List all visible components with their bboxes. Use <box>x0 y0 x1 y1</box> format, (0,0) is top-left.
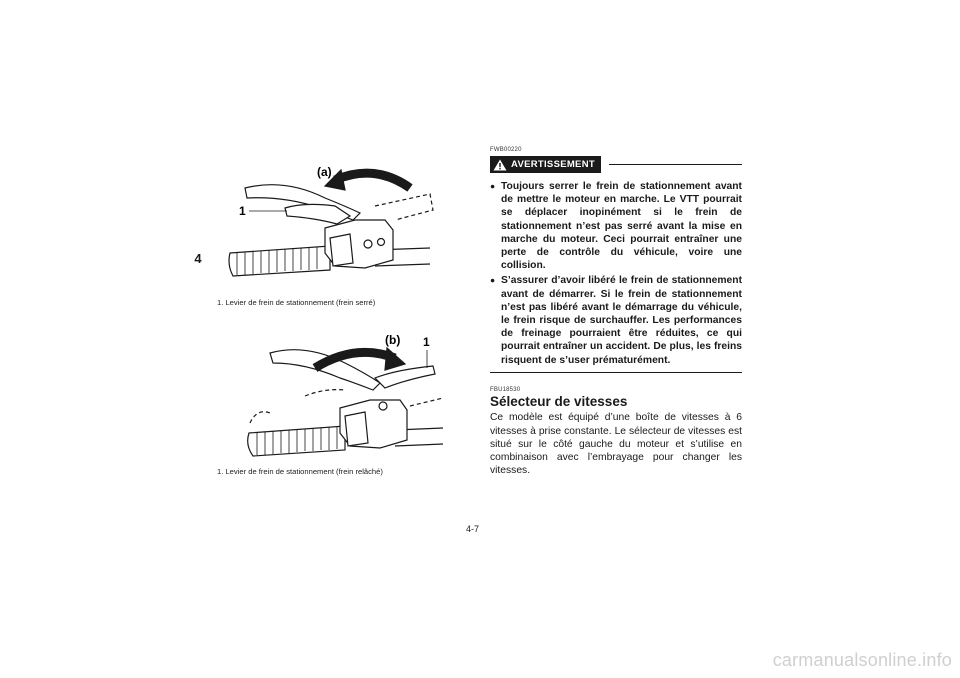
watermark: carmanualsonline.info <box>772 650 952 670</box>
bullet-icon: ● <box>490 181 496 191</box>
warning-item: ● S’assurer d’avoir libéré le frein de stationnement avant de démarrer. Si le frein de stationnement n’est pas libéré avant le démarrage du véhicule, le frein risque de surchauffer. Les performances de freinage pourraient être réduites, ce qui pourrait entraîner un accident. De plus, les freins risquent de s’user prématurément. <box>490 275 742 366</box>
section-body: Ce modèle est équipé d’une boîte de vitesses à 6 vitesses à prise constante. Le sélecteur de vitesses est situé sur le côté gauche du moteur et s’utilise en combinaison avec l’embrayage pour changer les vitesses. <box>490 412 742 477</box>
warning-list <box>490 180 742 367</box>
label-b: (b) <box>385 333 401 347</box>
warning-triangle-icon <box>493 159 507 171</box>
warning-title: AVERTISSEMENT <box>511 159 595 170</box>
figure-brake-released <box>245 328 445 468</box>
warning-code: FWB00220 <box>490 147 522 153</box>
section-code: FBU18530 <box>490 387 521 394</box>
callout-1: 1 <box>423 335 430 349</box>
bullet-icon: ● <box>490 275 496 286</box>
section-title: Sélecteur de vitesses <box>490 394 628 410</box>
warning-item: ● Toujours serrer le frein de stationnement avant de mettre le moteur en marche. Le VTT pourrait se déplacer inopinément si le frein de stationnement n’est pas serré avant la mise en marche du moteur. Ceci pourrait entraîner une perte de contrôle du véhicule, voire une collision. <box>490 181 742 272</box>
warning-header <box>490 156 742 173</box>
figure-brake-applied <box>225 158 435 283</box>
figure1-caption: 1. Levier de frein de stationnement (frein serré) <box>217 298 376 307</box>
figure2-caption: 1. Levier de frein de stationnement (frein relâché) <box>217 467 383 476</box>
page-number: 4-7 <box>466 524 480 534</box>
chapter-tab: 4 <box>188 246 208 272</box>
right-column <box>490 147 742 477</box>
warning-badge <box>490 156 601 173</box>
callout-1: 1 <box>239 204 246 218</box>
warning-rule <box>609 164 742 165</box>
label-a: (a) <box>317 165 332 179</box>
warning-end-rule <box>490 372 742 374</box>
